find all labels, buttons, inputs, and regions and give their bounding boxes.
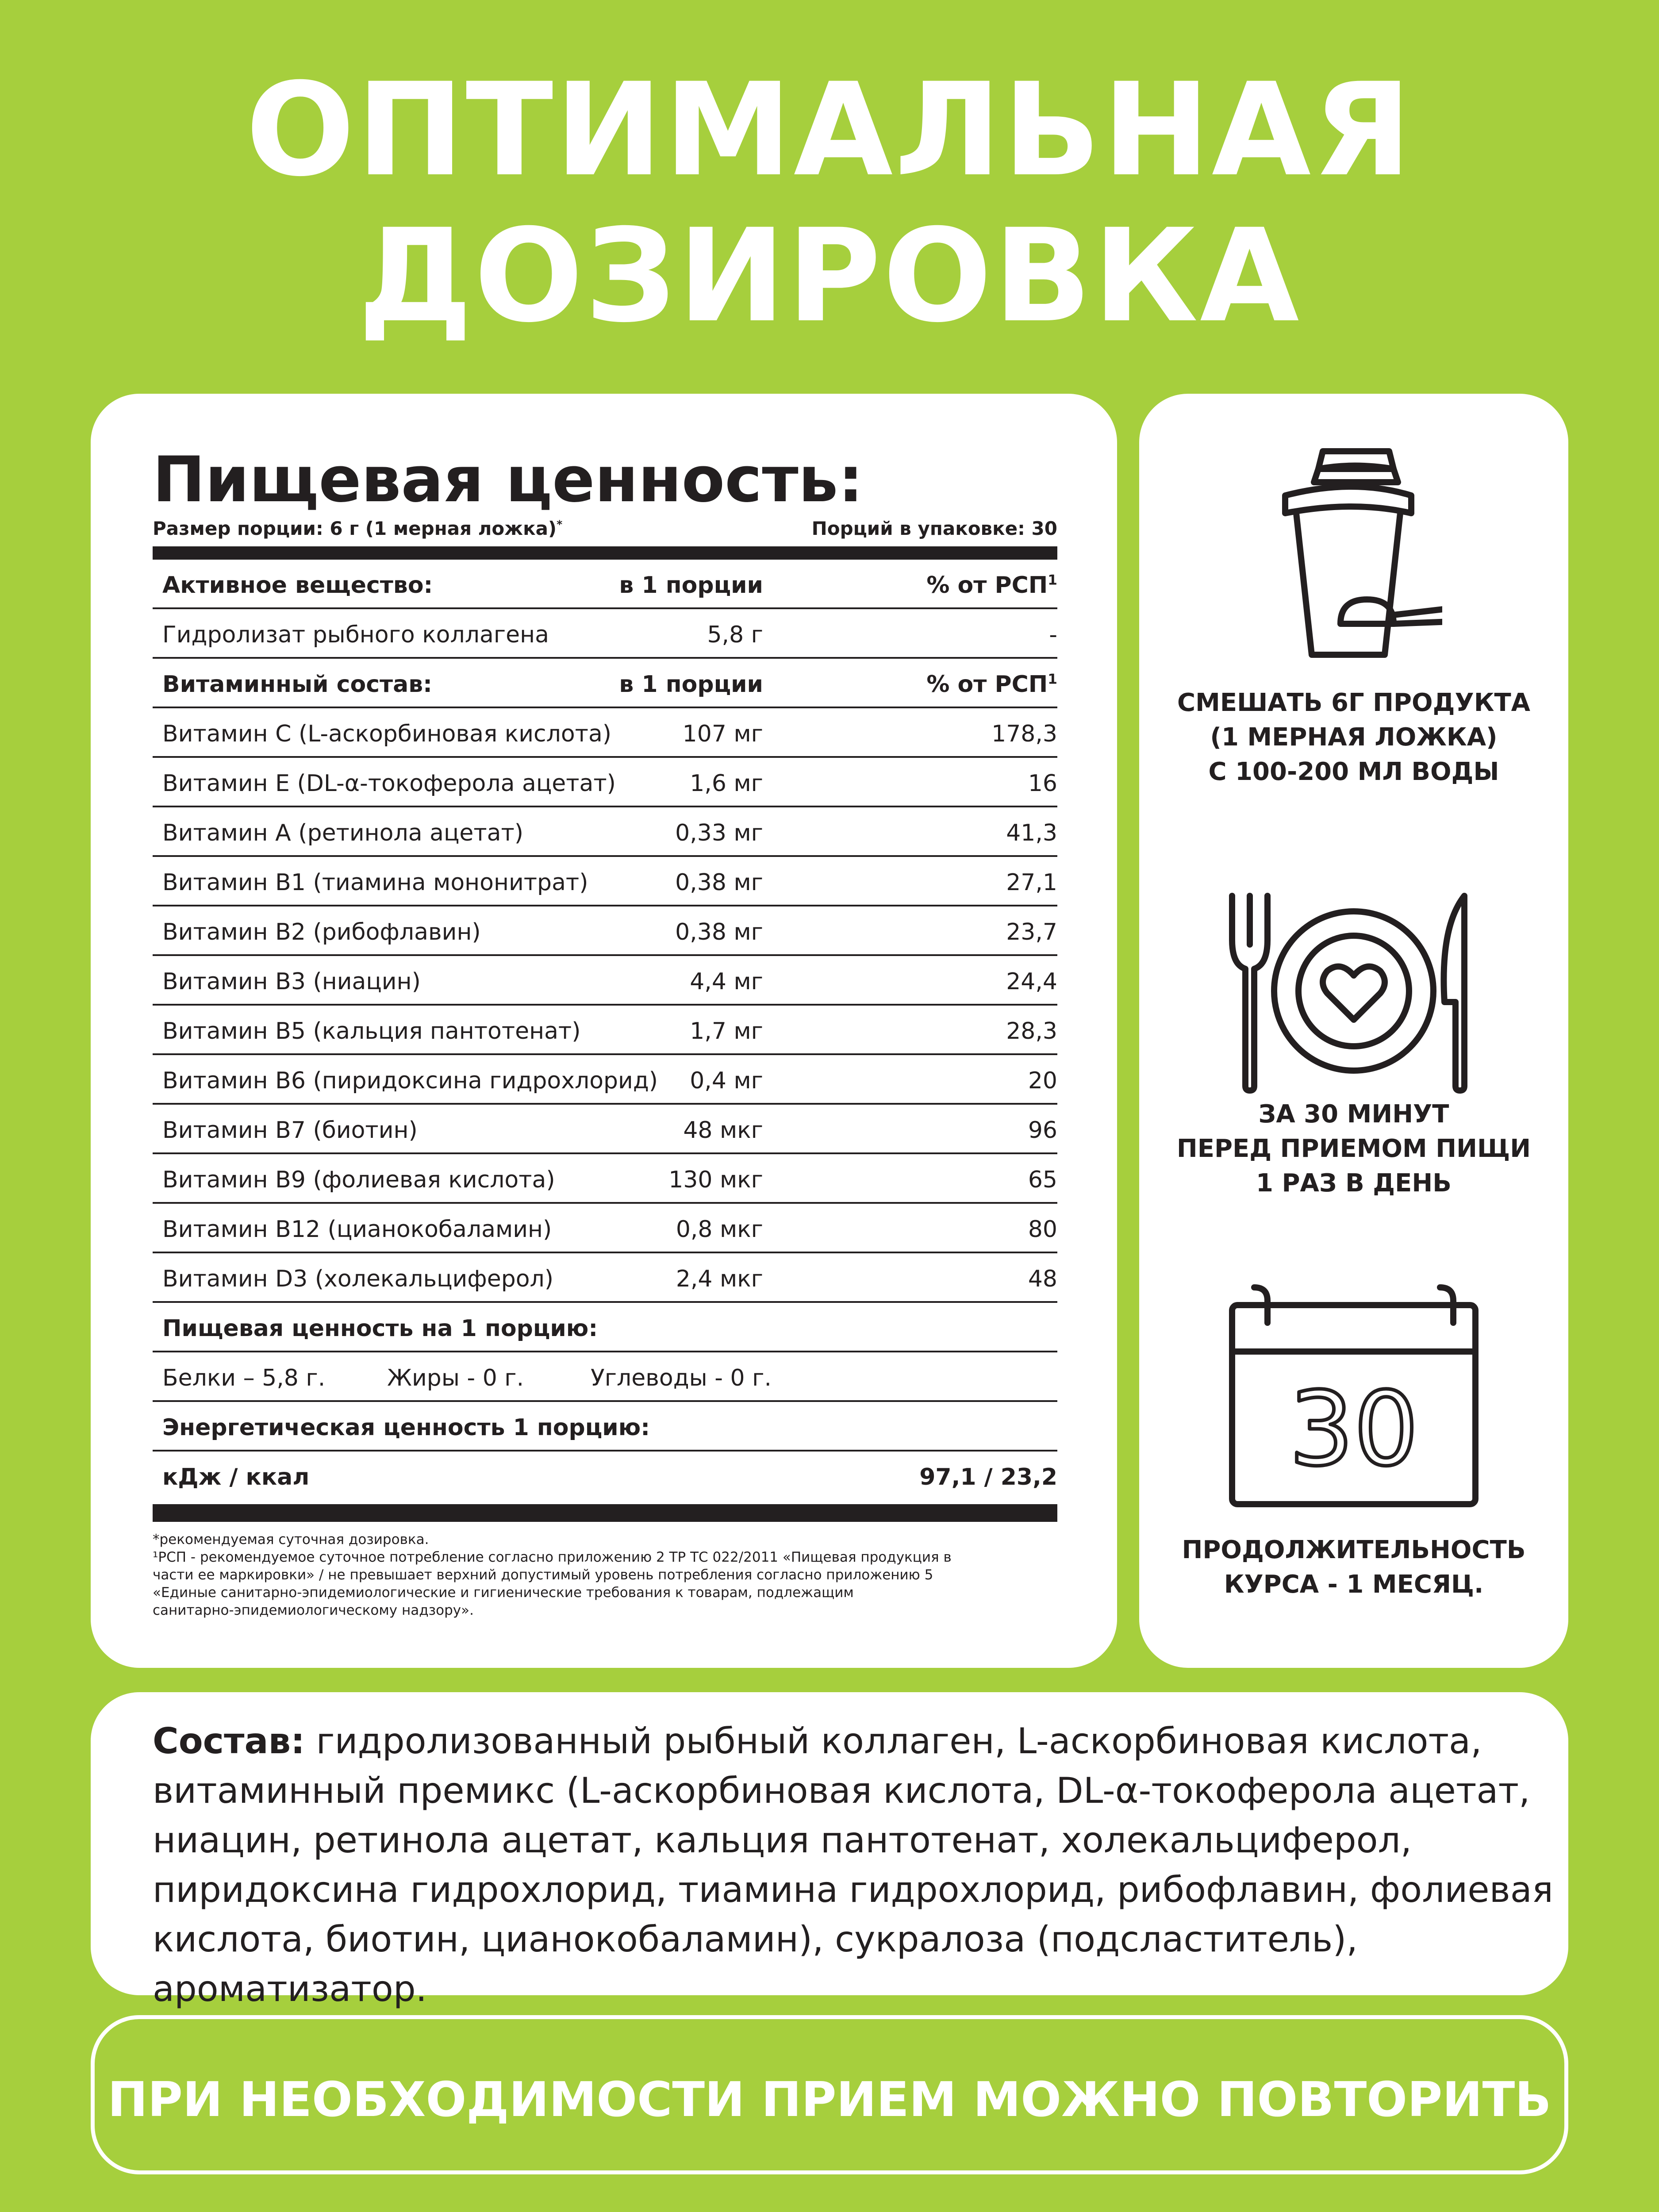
serving-size-mark: * — [557, 518, 563, 531]
vitamin-amount: 4,4 мг — [690, 968, 763, 995]
composition-line: кислота, биотин, цианокобаламин), сукралоза (подсластитель), — [153, 1919, 1358, 1960]
table-bottom-rule — [153, 1504, 1057, 1522]
usage-line: ПРОДОЛЖИТЕЛЬНОСТЬ — [1182, 1536, 1526, 1564]
vitamin-name: Витамин B9 (фолиевая кислота) — [162, 1167, 555, 1193]
vitamin-percent: 23,7 — [1006, 919, 1057, 945]
vitamin-row — [153, 1055, 1057, 1105]
composition-label: Состав: — [153, 1720, 305, 1762]
vitamin-percent: 65 — [1028, 1167, 1057, 1193]
active-header-percent — [926, 572, 1057, 599]
usage-line: (1 МЕРНАЯ ЛОЖКА) — [1210, 723, 1498, 752]
active-row — [153, 609, 1057, 659]
shaker-icon — [1265, 447, 1442, 668]
serving-size — [153, 518, 562, 539]
vitamin-name: Витамин B12 (цианокобаламин) — [162, 1216, 552, 1243]
vitamin-row — [153, 956, 1057, 1006]
vitamin-row — [153, 857, 1057, 906]
vitamin-name: Витамин A (ретинола ацетат) — [162, 820, 524, 846]
footnotes — [153, 1531, 1082, 1619]
footnote-line: санитарно-эпидемиологическому надзору». — [153, 1602, 474, 1618]
plate-heart-icon — [1214, 891, 1493, 1095]
vitamin-percent: 20 — [1028, 1068, 1057, 1094]
active-percent: - — [1049, 622, 1057, 648]
fat-value: Жиры - 0 г. — [387, 1365, 524, 1391]
usage-line: ПЕРЕД ПРИЕМОМ ПИЩИ — [1176, 1134, 1531, 1163]
vitamin-header-name: Витаминный состав: — [162, 671, 432, 698]
footnote-line: части ее маркировки» / не превышает верхний допустимый уровень потребления согласно приложению 5 — [153, 1567, 933, 1583]
vitamin-name: Витамин C (L-аскорбиновая кислота) — [162, 721, 612, 747]
serving-size-text: Размер порции: 6 г (1 мерная ложка) — [153, 518, 557, 539]
vitamin-header-percent-mark: 1 — [1048, 671, 1057, 687]
energy-value: 97,1 / 23,2 — [919, 1464, 1057, 1490]
usage-line: СМЕШАТЬ 6Г ПРОДУКТА — [1177, 688, 1530, 717]
vitamin-row — [153, 1154, 1057, 1204]
footnote-line: ¹РСП - рекомендуемое суточное потребление согласно приложению 2 ТР ТС 022/2011 «Пищевая продукция в — [153, 1549, 952, 1565]
macro-header-row — [153, 1303, 1057, 1352]
active-header-amount: в 1 порции — [619, 572, 763, 599]
usage-line: ЗА 30 МИНУТ — [1258, 1100, 1449, 1129]
vitamin-row — [153, 758, 1057, 807]
vitamin-amount: 0,38 мг — [675, 869, 763, 896]
vitamin-name: Витамин B1 (тиамина мононитрат) — [162, 869, 588, 896]
vitamin-percent: 16 — [1028, 770, 1057, 797]
composition-line: ароматизатор. — [153, 1968, 427, 2009]
serving-meta — [153, 518, 1057, 544]
usage-line: КУРСА - 1 МЕСЯЦ. — [1224, 1570, 1484, 1599]
active-header-percent-text: % от РСП — [926, 572, 1048, 599]
vitamin-header-percent-text: % от РСП — [926, 671, 1048, 698]
vitamin-amount: 2,4 мкг — [676, 1266, 763, 1292]
headline-line-2: ДОЗИРОВКА — [358, 202, 1301, 351]
headline-line-1: ОПТИМАЛЬНАЯ — [246, 56, 1413, 205]
nutrition-table — [153, 560, 1057, 1501]
vitamin-row — [153, 1105, 1057, 1154]
footnote-line: «Единые санитарно-эпидемиологические и гигиенические требования к товарам, подлежащим — [153, 1585, 854, 1601]
vitamin-row — [153, 708, 1057, 758]
usage-line: 1 РАЗ В ДЕНЬ — [1256, 1169, 1452, 1198]
vitamin-name: Витамин B3 (ниацин) — [162, 968, 421, 995]
vitamin-amount: 130 мкг — [668, 1167, 763, 1193]
composition-line: ниацин, ретинола ацетат, кальция пантотенат, холекальциферол, — [153, 1820, 1412, 1861]
vitamin-amount: 1,7 мг — [690, 1018, 763, 1045]
energy-header-row — [153, 1402, 1057, 1452]
vitamin-amount: 0,4 мг — [690, 1068, 763, 1094]
vitamin-header-percent — [926, 671, 1057, 698]
vitamin-row — [153, 807, 1057, 857]
vitamin-percent: 24,4 — [1006, 968, 1057, 995]
composition-line: пиридоксина гидрохлорид, тиамина гидрохлорид, рибофлавин, фолиевая — [153, 1869, 1553, 1910]
composition-line: витаминный премикс (L-аскорбиновая кислота, DL-α-токоферола ацетат, — [153, 1770, 1530, 1811]
repeat-banner-text: ПРИ НЕОБХОДИМОСТИ ПРИЕМ МОЖНО ПОВТОРИТЬ — [108, 2072, 1551, 2128]
calendar-number: 30 — [1289, 1371, 1419, 1489]
vitamin-percent: 48 — [1028, 1266, 1057, 1292]
energy-row — [153, 1452, 1057, 1501]
vitamin-percent: 80 — [1028, 1216, 1057, 1243]
nutrition-title: Пищевая ценность: — [153, 443, 864, 516]
active-name: Гидролизат рыбного коллагена — [162, 622, 549, 648]
usage-text-2 — [1139, 1097, 1568, 1201]
vitamin-name: Витамин B2 (рибофлавин) — [162, 919, 481, 945]
active-amount: 5,8 г — [707, 622, 763, 648]
repeat-banner — [91, 2015, 1568, 2174]
vitamin-percent: 27,1 — [1006, 869, 1057, 896]
carbs-value: Углеводы - 0 г. — [591, 1365, 772, 1391]
headline — [0, 58, 1659, 349]
vitamin-header-row — [153, 659, 1057, 708]
vitamin-percent: 41,3 — [1006, 820, 1057, 846]
vitamin-name: Витамин B6 (пиридоксина гидрохлорид) — [162, 1068, 658, 1094]
vitamin-name: Витамин E (DL-α-токоферола ацетат) — [162, 770, 616, 797]
macro-row — [153, 1352, 1057, 1402]
vitamin-amount: 1,6 мг — [690, 770, 763, 797]
usage-text-1 — [1139, 686, 1568, 789]
composition-card — [91, 1692, 1568, 2009]
vitamin-name: Витамин B7 (биотин) — [162, 1117, 418, 1144]
usage-text-3 — [1139, 1533, 1568, 1602]
table-top-rule — [153, 546, 1057, 560]
active-header-name: Активное вещество: — [162, 572, 433, 599]
usage-card — [1139, 394, 1568, 1668]
vitamin-amount: 107 мг — [682, 721, 763, 747]
vitamin-row — [153, 1006, 1057, 1055]
vitamin-row — [153, 906, 1057, 956]
footnote-line: *рекомендуемая суточная дозировка. — [153, 1532, 429, 1548]
composition-text — [153, 1717, 1553, 2014]
nutrition-card — [91, 394, 1117, 1668]
vitamin-amount: 0,33 мг — [675, 820, 763, 846]
vitamin-percent: 28,3 — [1006, 1018, 1057, 1045]
vitamin-percent: 96 — [1028, 1117, 1057, 1144]
composition-first-line: гидролизованный рыбный коллаген, L-аскорбиновая кислота, — [305, 1720, 1482, 1762]
calendar-icon — [1223, 1279, 1484, 1509]
composition-line-1 — [153, 1717, 1546, 1766]
active-header-percent-mark: 1 — [1048, 572, 1057, 588]
vitamin-amount: 0,38 мг — [675, 919, 763, 945]
vitamin-header-amount: в 1 порции — [619, 671, 763, 698]
vitamin-name: Витамин B5 (кальция пантотенат) — [162, 1018, 581, 1045]
active-header-row — [153, 560, 1057, 609]
macro-header: Пищевая ценность на 1 порцию: — [162, 1315, 598, 1342]
vitamin-row — [153, 1253, 1057, 1303]
energy-header: Энергетическая ценность 1 порцию: — [162, 1414, 650, 1441]
usage-line: С 100-200 МЛ ВОДЫ — [1208, 757, 1499, 786]
energy-label: кДж / ккал — [162, 1464, 310, 1490]
vitamin-percent: 178,3 — [991, 721, 1057, 747]
protein-value: Белки – 5,8 г. — [162, 1365, 326, 1391]
vitamin-name: Витамин D3 (холекальциферол) — [162, 1266, 554, 1292]
servings-per-pack: Порций в упаковке: 30 — [811, 518, 1057, 539]
vitamin-amount: 48 мкг — [683, 1117, 763, 1144]
vitamin-amount: 0,8 мкг — [676, 1216, 763, 1243]
vitamin-row — [153, 1204, 1057, 1253]
